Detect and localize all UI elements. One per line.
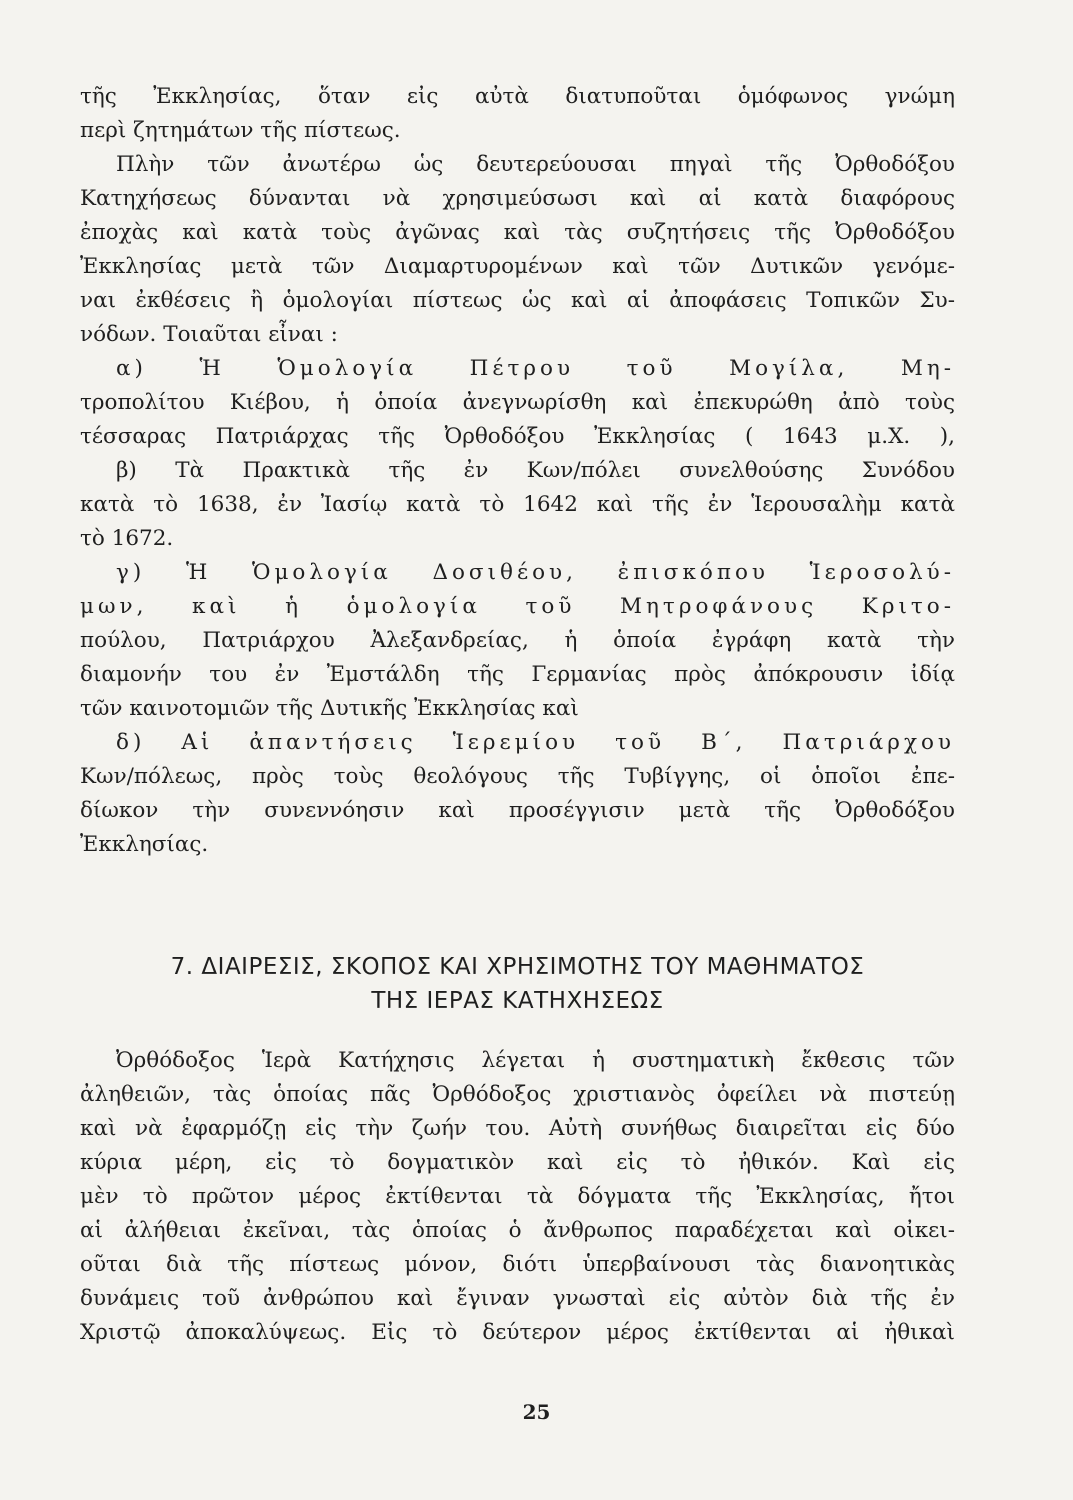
section-heading [80,950,955,1018]
text-line: Ὀρθόδοξος Ἱερὰ Κατήχησις λέγεται ἡ συστηματικὴ ἔκθεσις τῶν [116,1048,955,1073]
text-line: καὶ νὰ ἐφαρμόζῃ εἰς τὴν ζωήν του. Αὐτὴ συνήθως διαιρεῖται εἰς δύο [80,1116,955,1141]
list-item-d: δ) Αἱ ἀπαντήσεις Ἱερεμίου τοῦ Β΄, Πατριάρχου [116,730,955,755]
list-item-b: β) Τὰ Πρακτικὰ τῆς ἐν Κων/πόλει συνελθούσης Συνόδου [116,458,955,483]
text-line: τέσσαρας Πατριάρχας τῆς Ὀρθοδόξου Ἐκκλησίας ( 1643 μ.Χ. ), [80,424,955,449]
text-line: νόδων. Τοιαῦται εἶναι : [80,322,338,347]
text-line: δυνάμεις τοῦ ἀνθρώπου καὶ ἔγιναν γνωσταὶ εἰς αὐτὸν διὰ τῆς ἐν [80,1286,955,1311]
text-line: ἀληθειῶν, τὰς ὁποίας πᾶς Ὀρθόδοξος χριστιανὸς ὀφείλει νὰ πιστεύῃ [80,1082,955,1107]
text-line: μὲν τὸ πρῶτον μέρος ἐκτίθενται τὰ δόγματα τῆς Ἐκκλησίας, ἤτοι [80,1184,955,1209]
text-line: Κατηχήσεως δύνανται νὰ χρησιμεύσωσι καὶ αἱ κατὰ διαφόρους [80,186,955,211]
text-line: τροπολίτου Κιέβου, ἡ ὁποία ἀνεγνωρίσθη καὶ ἐπεκυρώθη ἀπὸ τοὺς [80,390,955,415]
text-line: Ἐκκλησίας μετὰ τῶν Διαμαρτυρομένων καὶ τῶν Δυτικῶν γενόμε- [80,254,955,279]
text-line: κατὰ τὸ 1638, ἐν Ἰασίῳ κατὰ τὸ 1642 καὶ τῆς ἐν Ἱερουσαλὴμ κατὰ [80,492,955,517]
text-line: περὶ ζητημάτων τῆς πίστεως. [80,118,401,143]
text-block-section-7 [80,1044,955,1350]
text-line: Κων/πόλεως, πρὸς τοὺς θεολόγους τῆς Τυβίγγης, οἱ ὁποῖοι ἐπε- [80,764,955,789]
heading-line: 7. ΔΙΑΙΡΕΣΙΣ, ΣΚΟΠΟΣ ΚΑΙ ΧΡΗΣΙΜΟΤΗΣ ΤΟΥ ΜΑΘΗΜΑΤΟΣ [170,954,865,980]
list-item-a: α) Ἡ Ὁμολογία Πέτρου τοῦ Μογίλα, Μη- [116,356,955,381]
text-line: κύρια μέρη, εἰς τὸ δογματικὸν καὶ εἰς τὸ ἠθικόν. Καὶ εἰς [80,1150,955,1175]
text-line: πούλου, Πατριάρχου Ἀλεξανδρείας, ἡ ὁποία ἐγράφη κατὰ τὴν [80,628,955,653]
text-line: οῦται διὰ τῆς πίστεως μόνον, διότι ὑπερβαίνουσι τὰς διανοητικὰς [80,1252,955,1277]
text-line: Χριστῷ ἀποκαλύψεως. Εἰς τὸ δεύτερον μέρος ἐκτίθενται αἱ ἠθικαὶ [80,1320,955,1345]
text-line: δίωκον τὴν συνεννόησιν καὶ προσέγγισιν μετὰ τῆς Ὀρθοδόξου [80,798,955,823]
text-line: διαμονήν του ἐν Ἐμστάλδη τῆς Γερμανίας πρὸς ἀπόκρουσιν ἰδίᾳ [80,662,955,687]
text-block-sources [80,80,955,862]
text-line: αἱ ἀλήθειαι ἐκεῖναι, τὰς ὁποίας ὁ ἄνθρωπος παραδέχεται καὶ οἰκει- [80,1218,955,1243]
text-line: τὸ 1672. [80,526,174,551]
text-line: τῶν καινοτομιῶν τῆς Δυτικῆς Ἐκκλησίας καὶ [80,696,579,721]
text-line: Ἐκκλησίας. [80,832,209,857]
text-line: ἐποχὰς καὶ κατὰ τοὺς ἀγῶνας καὶ τὰς συζητήσεις τῆς Ὀρθοδόξου [80,220,955,245]
text-line: Πλὴν τῶν ἀνωτέρω ὡς δευτερεύουσαι πηγαὶ τῆς Ὀρθοδόξου [116,152,955,177]
text-line: μων, καὶ ἡ ὁμολογία τοῦ Μητροφάνους Κριτο- [80,594,955,619]
page-number: 25 [522,1400,551,1424]
text-line: τῆς Ἐκκλησίας, ὅταν εἰς αὐτὰ διατυποῦται ὁμόφωνος γνώμη [80,84,955,109]
list-item-c: γ) Ἡ Ὁμολογία Δοσιθέου, ἐπισκόπου Ἱεροσολύ- [116,560,955,585]
text-line: ναι ἐκθέσεις ἢ ὁμολογίαι πίστεως ὡς καὶ αἱ ἀποφάσεις Τοπικῶν Συ- [80,288,955,313]
heading-line: ΤΗΣ ΙΕΡΑΣ ΚΑΤΗΧΗΣΕΩΣ [371,988,664,1014]
